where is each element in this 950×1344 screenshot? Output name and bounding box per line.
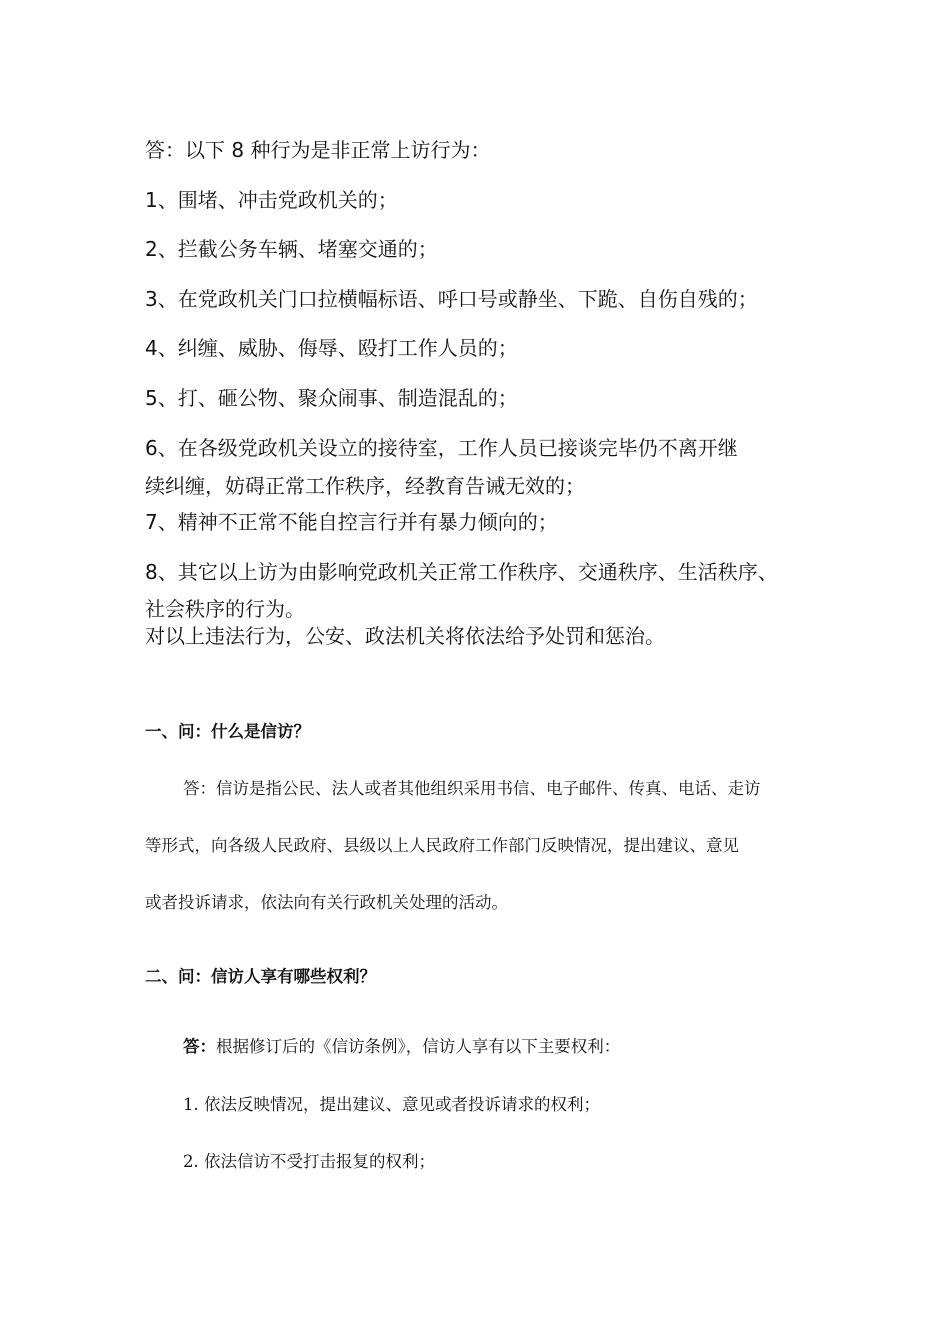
- list-item: 6、在各级党政机关设立的接待室，工作人员已接谈完毕仍不离开继: [145, 436, 738, 460]
- rights-item: 2. 依法信访不受打击报复的权利；: [183, 1152, 435, 1171]
- answer-text: 根据修订后的《信访条例》，信访人享有以下主要权利：: [216, 1037, 621, 1056]
- list-item: 2、拦截公务车辆、堵塞交通的；: [145, 237, 438, 261]
- list-item: 1、围堵、冲击党政机关的；: [145, 188, 398, 212]
- list-item: 3、在党政机关门口拉横幅标语、呼口号或静坐、下跪、自伤自残的；: [145, 287, 758, 311]
- answer-label: 答：: [183, 1037, 216, 1056]
- closing-line: 对以上违法行为，公安、政法机关将依法给予处罚和惩治。: [145, 624, 665, 648]
- list-item: 7、精神不正常不能自控言行并有暴力倾向的；: [145, 510, 558, 534]
- answer-line: [183, 1036, 620, 1058]
- list-item: 4、纠缠、威胁、侮辱、殴打工作人员的；: [145, 336, 518, 360]
- list-item: 5、打、砸公物、聚众闹事、制造混乱的；: [145, 386, 518, 410]
- list-item-continuation: 续纠缠，妨碍正常工作秩序，经教育告诫无效的；: [145, 474, 585, 498]
- list-item: 8、其它以上访为由影响党政机关正常工作秩序、交通秩序、生活秩序、: [145, 560, 778, 584]
- list-item-continuation: 社会秩序的行为。: [145, 597, 305, 621]
- answer-line: 等形式，向各级人民政府、县级以上人民政府工作部门反映情况，提出建议、意见: [145, 836, 739, 855]
- answer-line: 或者投诉请求，依法向有关行政机关处理的活动。: [145, 893, 508, 912]
- rights-item: 1. 依法反映情况，提出建议、意见或者投诉请求的权利；: [183, 1095, 600, 1114]
- question-heading: 一、问：什么是信访？: [145, 722, 310, 741]
- question-heading: 二、问：信访人享有哪些权利？: [145, 967, 376, 986]
- answer-line: 答：信访是指公民、法人或者其他组织采用书信、电子邮件、传真、电话、走访: [183, 779, 761, 798]
- intro-line: 答：以下 8 种行为是非正常上访行为：: [145, 138, 491, 162]
